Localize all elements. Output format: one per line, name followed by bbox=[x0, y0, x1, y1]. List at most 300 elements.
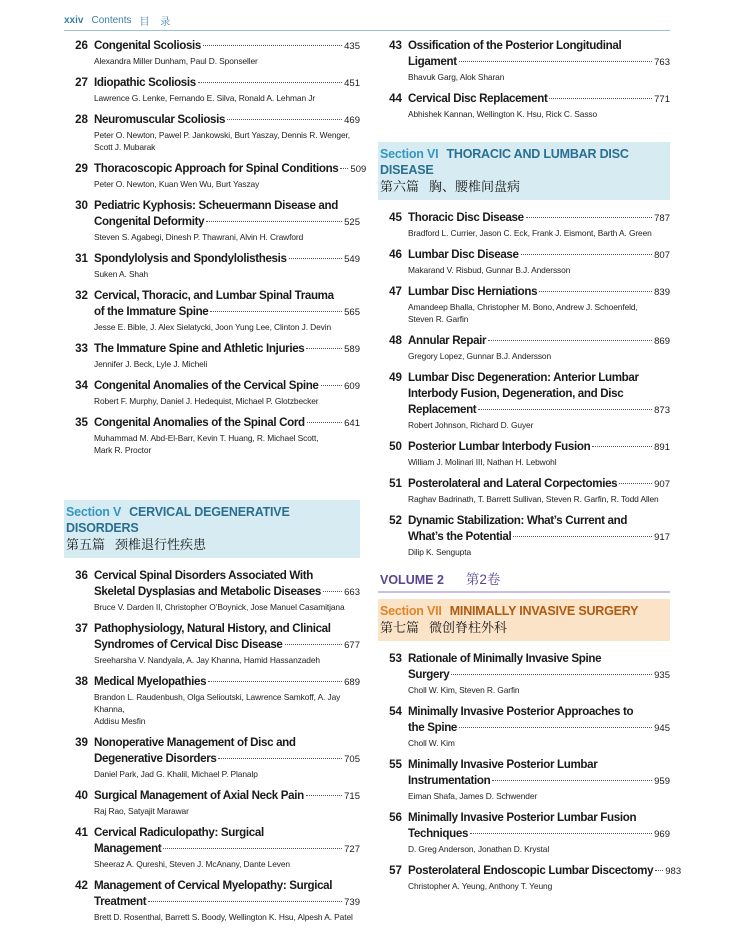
toc-entry[interactable] bbox=[378, 284, 670, 325]
page-number: 509 bbox=[350, 164, 367, 175]
entry-body bbox=[94, 161, 367, 190]
page-number: 945 bbox=[654, 723, 670, 734]
chapter-title-line: Ligament bbox=[408, 55, 457, 68]
chapter-title-last-line bbox=[94, 75, 360, 92]
chapter-title-last-line bbox=[408, 402, 670, 419]
entry-body bbox=[408, 810, 670, 855]
dot-leader bbox=[470, 833, 652, 834]
entry-body bbox=[94, 674, 360, 727]
chapter-authors: Choll W. Kim, Steven R. Garfin bbox=[408, 685, 520, 695]
section-title: MINIMALLY INVASIVE SURGERY bbox=[449, 604, 639, 618]
chapter-authors: Makarand V. Risbud, Gunnar B.J. Andersson bbox=[408, 265, 571, 275]
page-number: 771 bbox=[654, 94, 670, 105]
left-column bbox=[64, 38, 367, 931]
chapter-title-line: Congenital Anomalies of the Spinal Cord bbox=[94, 416, 305, 429]
chapter-number: 30 bbox=[75, 199, 88, 212]
chapter-title-last-line bbox=[408, 667, 670, 684]
chapter-title-line: Interbody Fusion, Degeneration, and Disc bbox=[408, 387, 624, 400]
entry-body bbox=[94, 38, 360, 67]
toc-entry[interactable] bbox=[378, 38, 670, 83]
chapter-title-line: Pediatric Kyphosis: Scheuermann Disease and bbox=[94, 199, 338, 212]
chapter-title-line: Lumbar Disc Herniations bbox=[408, 285, 538, 298]
toc-entry[interactable] bbox=[64, 378, 360, 407]
chapter-authors: Brandon L. Raudenbush, Olga Selioutski, Lawrence Samkoff, A. Jay Khanna, bbox=[94, 692, 341, 714]
entry-body bbox=[94, 341, 360, 370]
page-number: 677 bbox=[344, 640, 360, 651]
chapter-title-line: Cervical Spinal Disorders Associated With bbox=[94, 569, 313, 582]
chapter-authors: Gregory Lopez, Gunnar B.J. Andersson bbox=[408, 351, 552, 361]
chapter-title-line: Congenital Scoliosis bbox=[94, 39, 202, 52]
chapter-title-line: the Spine bbox=[408, 721, 458, 734]
entry-body bbox=[94, 735, 360, 780]
toc-entry[interactable] bbox=[64, 341, 360, 370]
dot-leader bbox=[203, 45, 342, 46]
chapter-title-last-line bbox=[94, 341, 360, 358]
entry-body bbox=[94, 288, 360, 333]
entry-body bbox=[408, 247, 670, 276]
chapter-title-line: Techniques bbox=[408, 827, 469, 840]
entry-body bbox=[94, 198, 360, 243]
dot-leader bbox=[478, 409, 652, 410]
chapter-title-line: Thoracoscopic Approach for Spinal Conditions bbox=[94, 162, 339, 175]
chapter-title-line: Congenital Deformity bbox=[94, 215, 205, 228]
entry-body bbox=[408, 704, 670, 749]
header-rule bbox=[64, 30, 670, 31]
chapter-number: 55 bbox=[389, 758, 402, 771]
chapter-authors: William J. Molinari III, Nathan H. Lebwohl bbox=[408, 457, 557, 467]
dot-leader bbox=[526, 217, 652, 218]
chapter-number: 41 bbox=[75, 826, 88, 839]
page-number: 869 bbox=[654, 336, 670, 347]
dot-leader bbox=[451, 674, 652, 675]
chapter-title-line: Posterior Lumbar Interbody Fusion bbox=[408, 440, 591, 453]
section-label: Section VII bbox=[380, 604, 442, 618]
toc-entry[interactable] bbox=[64, 878, 360, 923]
dot-leader bbox=[655, 870, 663, 871]
section-title-cn bbox=[66, 536, 354, 554]
chapter-number: 43 bbox=[389, 39, 402, 52]
entry-body bbox=[408, 863, 682, 892]
chapter-title-line: Dynamic Stabilization: What’s Current and bbox=[408, 514, 628, 527]
chapter-title-line: Annular Repair bbox=[408, 334, 487, 347]
chapter-title-line: Congenital Anomalies of the Cervical Spine bbox=[94, 379, 319, 392]
section-label: Section VI bbox=[380, 147, 439, 161]
header-label: Contents bbox=[91, 14, 132, 26]
chapter-title-last-line bbox=[94, 251, 360, 268]
chapter-title-line: Skeletal Dysplasias and Metabolic Diseases bbox=[94, 585, 321, 598]
page-number: 763 bbox=[654, 57, 670, 68]
section-header bbox=[378, 142, 670, 200]
page-number: 451 bbox=[344, 78, 360, 89]
chapter-title-last-line bbox=[94, 788, 360, 805]
entry-body bbox=[408, 210, 670, 239]
page-number: 873 bbox=[654, 405, 670, 416]
dot-leader bbox=[210, 311, 342, 312]
section-title-en bbox=[380, 146, 664, 178]
chapter-authors: Sreeharsha V. Nandyala, A. Jay Khanna, Hamid Hassanzadeh bbox=[94, 655, 320, 665]
chapter-number: 45 bbox=[389, 211, 402, 224]
chapter-number: 44 bbox=[389, 92, 402, 105]
chapter-authors: Muhammad M. Abd-El-Barr, Kevin T. Huang, R. Michael Scott, bbox=[94, 433, 319, 443]
page-number: 469 bbox=[344, 115, 360, 126]
toc-entry[interactable] bbox=[64, 735, 360, 780]
toc-entry[interactable] bbox=[378, 247, 670, 276]
page-number: 589 bbox=[344, 344, 360, 355]
section-title-cn bbox=[380, 178, 664, 196]
page-number: 807 bbox=[654, 250, 670, 261]
chapter-title-line: Idiopathic Scoliosis bbox=[94, 76, 196, 89]
page-number: 549 bbox=[344, 254, 360, 265]
chapter-number: 53 bbox=[389, 652, 402, 665]
entry-body bbox=[94, 568, 360, 613]
page-number: 525 bbox=[344, 217, 360, 228]
chapter-title-line: Rationale of Minimally Invasive Spine bbox=[408, 652, 602, 665]
toc-entry[interactable] bbox=[378, 513, 670, 558]
entry-body bbox=[408, 439, 670, 468]
chapter-title-line: Cervical Radiculopathy: Surgical bbox=[94, 826, 264, 839]
chapter-title-last-line bbox=[408, 210, 670, 227]
toc-entry[interactable] bbox=[378, 704, 670, 749]
chapter-title-last-line bbox=[408, 439, 670, 456]
chapter-title-line: Minimally Invasive Posterior Lumbar bbox=[408, 758, 598, 771]
chapter-authors: Suken A. Shah bbox=[94, 269, 149, 279]
entry-body bbox=[94, 415, 360, 456]
toc-entry[interactable] bbox=[378, 651, 670, 696]
chapter-title-line: Management of Cervical Myelopathy: Surgical bbox=[94, 879, 333, 892]
chapter-number: 54 bbox=[389, 705, 402, 718]
dot-leader bbox=[340, 168, 348, 169]
section-label: Section V bbox=[66, 505, 122, 519]
page-number: 715 bbox=[344, 791, 360, 802]
chapter-authors: Raghav Badrinath, T. Barrett Sullivan, Steven R. Garfin, R. Todd Allen bbox=[408, 494, 659, 504]
dot-leader bbox=[307, 422, 342, 423]
chapter-authors: Amandeep Bhalla, Christopher M. Bono, Andrew J. Schoenfeld, bbox=[408, 302, 638, 312]
chapter-authors: Steven R. Garfin bbox=[408, 314, 469, 324]
chapter-number: 47 bbox=[389, 285, 402, 298]
toc-entry[interactable] bbox=[378, 370, 670, 431]
dot-leader bbox=[488, 340, 652, 341]
chapter-number: 27 bbox=[75, 76, 88, 89]
chapter-authors: Robert F. Murphy, Daniel J. Hedequist, Michael P. Glotzbecker bbox=[94, 396, 319, 406]
chapter-authors: Choll W. Kim bbox=[408, 738, 455, 748]
entry-body bbox=[94, 878, 360, 923]
chapter-title-last-line bbox=[408, 91, 670, 108]
chapter-authors: Jesse E. Bible, J. Alex Sielatycki, Joon Yung Lee, Clinton J. Devin bbox=[94, 322, 332, 332]
entry-body bbox=[408, 91, 670, 120]
dot-leader bbox=[513, 536, 652, 537]
volume-header bbox=[378, 566, 670, 593]
chapter-title-last-line bbox=[408, 476, 670, 493]
chapter-authors: Scott J. Mubarak bbox=[94, 142, 156, 152]
toc-entry[interactable] bbox=[378, 757, 670, 802]
chapter-title-line: Minimally Invasive Posterior Approaches to bbox=[408, 705, 634, 718]
chapter-title-line: Neuromuscular Scoliosis bbox=[94, 113, 226, 126]
dot-leader bbox=[206, 221, 342, 222]
dot-leader bbox=[619, 483, 652, 484]
toc-entry[interactable] bbox=[64, 38, 360, 67]
chapter-title-line: Management bbox=[94, 842, 162, 855]
chapter-title-line: Pathophysiology, Natural History, and Clinical bbox=[94, 622, 331, 635]
chapter-authors: Peter O. Newton, Kuan Wen Wu, Burt Yaszay bbox=[94, 179, 260, 189]
toc-entry[interactable] bbox=[64, 674, 360, 727]
dot-leader bbox=[218, 758, 342, 759]
right-column bbox=[378, 38, 682, 900]
spacer bbox=[378, 128, 670, 142]
chapter-title-last-line bbox=[94, 38, 360, 55]
entry-body bbox=[408, 513, 670, 558]
chapter-number: 49 bbox=[389, 371, 402, 384]
chapter-authors: Christopher A. Yeung, Anthony T. Yeung bbox=[408, 881, 553, 891]
page-number: 565 bbox=[344, 307, 360, 318]
chapter-number: 39 bbox=[75, 736, 88, 749]
chapter-authors: Steven S. Agabegi, Dinesh P. Thawrani, Alvin H. Crawford bbox=[94, 232, 304, 242]
chapter-title-line: Treatment bbox=[94, 895, 147, 908]
section-title-cn-text: 颈椎退行性疾患 bbox=[115, 537, 207, 552]
chapter-title-last-line bbox=[94, 674, 360, 691]
toc-entry[interactable] bbox=[64, 288, 360, 333]
chapter-title-line: Syndromes of Cervical Disc Disease bbox=[94, 638, 283, 651]
chapter-authors: Abhishek Kannan, Wellington K. Hsu, Rick C. Sasso bbox=[408, 109, 598, 119]
dot-leader bbox=[539, 291, 652, 292]
section-label-cn: 第六篇 bbox=[380, 179, 420, 194]
chapter-title-last-line bbox=[408, 284, 670, 301]
chapter-authors: Peter O. Newton, Pawel P. Jankowski, Burt Yaszay, Dennis R. Wenger, bbox=[94, 130, 350, 140]
spacer bbox=[64, 464, 360, 500]
chapter-title-last-line bbox=[408, 863, 682, 880]
chapter-title-line: Lumbar Disc Disease bbox=[408, 248, 519, 261]
page-number: 959 bbox=[654, 776, 670, 787]
chapter-authors: Jennifer J. Beck, Lyle J. Micheli bbox=[94, 359, 208, 369]
toc-entry[interactable] bbox=[378, 810, 670, 855]
dot-leader bbox=[198, 82, 342, 83]
section-title-en bbox=[66, 504, 354, 536]
page-number: 969 bbox=[654, 829, 670, 840]
toc-entry[interactable] bbox=[378, 863, 682, 892]
section-header bbox=[378, 599, 670, 641]
chapter-authors: Lawrence G. Lenke, Fernando E. Silva, Ronald A. Lehman Jr bbox=[94, 93, 316, 103]
entry-body bbox=[408, 757, 670, 802]
chapter-authors: Daniel Park, Jad G. Khalil, Michael P. Planalp bbox=[94, 769, 258, 779]
chapter-title-last-line bbox=[408, 720, 670, 737]
chapter-title-last-line bbox=[94, 415, 360, 432]
toc-entry[interactable] bbox=[64, 198, 360, 243]
page-number: 689 bbox=[344, 677, 360, 688]
chapter-authors: Bradford L. Currier, Jason C. Eck, Frank J. Eismont, Barth A. Green bbox=[408, 228, 652, 238]
chapter-title-last-line bbox=[408, 247, 670, 264]
dot-leader bbox=[227, 119, 342, 120]
chapter-number: 38 bbox=[75, 675, 88, 688]
chapter-title-line: Thoracic Disc Disease bbox=[408, 211, 524, 224]
chapter-title-last-line bbox=[94, 304, 360, 321]
chapter-title-last-line bbox=[94, 584, 360, 601]
chapter-title-last-line bbox=[408, 773, 670, 790]
chapter-title-last-line bbox=[94, 161, 367, 178]
chapter-title-line: The Immature Spine and Athletic Injuries bbox=[94, 342, 305, 355]
chapter-title-last-line bbox=[94, 112, 360, 129]
chapter-title-line: Spondylolysis and Spondylolisthesis bbox=[94, 252, 287, 265]
chapter-title-line: Replacement bbox=[408, 403, 477, 416]
chapter-number: 40 bbox=[75, 789, 88, 802]
entry-body bbox=[94, 621, 360, 666]
toc-entry[interactable] bbox=[378, 476, 670, 505]
page-number: 727 bbox=[344, 844, 360, 855]
page-number: 609 bbox=[344, 381, 360, 392]
chapter-number: 50 bbox=[389, 440, 402, 453]
section-title: CERVICAL DEGENERATIVE DISORDERS bbox=[66, 505, 290, 535]
chapter-number: 32 bbox=[75, 289, 88, 302]
toc-entry[interactable] bbox=[64, 75, 360, 104]
chapter-title-line: Lumbar Disc Degeneration: Anterior Lumbar bbox=[408, 371, 639, 384]
chapter-title-line: Minimally Invasive Posterior Lumbar Fusion bbox=[408, 811, 637, 824]
chapter-authors: Bhavuk Garg, Alok Sharan bbox=[408, 72, 505, 82]
toc-entry[interactable] bbox=[64, 251, 360, 280]
chapter-title-line: Cervical Disc Replacement bbox=[408, 92, 548, 105]
chapter-title-line: Posterolateral and Lateral Corpectomies bbox=[408, 477, 618, 490]
chapter-number: 35 bbox=[75, 416, 88, 429]
chapter-number: 46 bbox=[389, 248, 402, 261]
dot-leader bbox=[459, 727, 652, 728]
chapter-authors: Sheeraz A. Qureshi, Steven J. McAnany, Dante Leven bbox=[94, 859, 290, 869]
chapter-title-line: Surgical Management of Axial Neck Pain bbox=[94, 789, 304, 802]
chapter-title-last-line bbox=[408, 54, 670, 71]
dot-leader bbox=[306, 795, 342, 796]
entry-body bbox=[408, 476, 670, 505]
chapter-authors: Dilip K. Sengupta bbox=[408, 547, 472, 557]
page-number: 663 bbox=[344, 587, 360, 598]
page-number: 787 bbox=[654, 213, 670, 224]
dot-leader bbox=[289, 258, 343, 259]
toc-entry[interactable] bbox=[378, 91, 670, 120]
volume-label: VOLUME 2 bbox=[380, 573, 444, 587]
header-label-cn: 目 录 bbox=[139, 16, 175, 28]
chapter-number: 26 bbox=[75, 39, 88, 52]
page-header bbox=[64, 10, 670, 30]
page-number: 435 bbox=[344, 41, 360, 52]
dot-leader bbox=[549, 98, 652, 99]
chapter-title-last-line bbox=[408, 826, 670, 843]
chapter-number: 28 bbox=[75, 113, 88, 126]
entry-body bbox=[94, 75, 360, 104]
entry-body bbox=[94, 251, 360, 280]
section-title-cn-text: 微创脊柱外科 bbox=[429, 620, 508, 635]
page-number: 917 bbox=[654, 532, 670, 543]
chapter-number: 37 bbox=[75, 622, 88, 635]
dot-leader bbox=[521, 254, 653, 255]
chapter-authors: Bruce V. Darden II, Christopher O’Boynick, Jose Manuel Casamitjana bbox=[94, 602, 345, 612]
toc-entry[interactable] bbox=[64, 825, 360, 870]
dot-leader bbox=[323, 591, 342, 592]
chapter-authors: Robert Johnson, Richard D. Guyer bbox=[408, 420, 534, 430]
chapter-number: 31 bbox=[75, 252, 88, 265]
chapter-title-line: Medical Myelopathies bbox=[94, 675, 207, 688]
toc-entry[interactable] bbox=[378, 333, 670, 362]
chapter-title-line: Cervical, Thoracic, and Lumbar Spinal Trauma bbox=[94, 289, 334, 302]
dot-leader bbox=[285, 644, 343, 645]
chapter-title-last-line bbox=[94, 637, 360, 654]
chapter-title-last-line bbox=[94, 894, 360, 911]
section-title-cn-text: 胸、腰椎间盘病 bbox=[429, 179, 521, 194]
dot-leader bbox=[459, 61, 652, 62]
chapter-authors: D. Greg Anderson, Jonathan D. Krystal bbox=[408, 844, 550, 854]
page-number: 891 bbox=[654, 442, 670, 453]
chapter-number: 36 bbox=[75, 569, 88, 582]
entry-body bbox=[408, 333, 670, 362]
toc-entry[interactable] bbox=[64, 415, 360, 456]
chapter-authors: Mark R. Proctor bbox=[94, 445, 152, 455]
chapter-title-line: of the Immature Spine bbox=[94, 305, 209, 318]
page-number: 641 bbox=[344, 418, 360, 429]
chapter-title-line: Nonoperative Management of Disc and bbox=[94, 736, 296, 749]
toc-entry[interactable] bbox=[64, 788, 360, 817]
section-title-cn bbox=[380, 619, 664, 637]
chapter-number: 51 bbox=[389, 477, 402, 490]
section-title-en bbox=[380, 603, 664, 619]
chapter-title-line: Surgery bbox=[408, 668, 450, 681]
page-number: 935 bbox=[654, 670, 670, 681]
section-label-cn: 第五篇 bbox=[66, 537, 106, 552]
dot-leader bbox=[163, 848, 342, 849]
page-number: 907 bbox=[654, 479, 670, 490]
page-number: 705 bbox=[344, 754, 360, 765]
chapter-number: 34 bbox=[75, 379, 88, 392]
entry-body bbox=[94, 112, 360, 153]
dot-leader bbox=[208, 681, 342, 682]
chapter-number: 48 bbox=[389, 334, 402, 347]
entry-body bbox=[94, 825, 360, 870]
chapter-authors: Alexandra Miller Dunham, Paul D. Sponseller bbox=[94, 56, 258, 66]
entry-body bbox=[408, 651, 670, 696]
section-label-cn: 第七篇 bbox=[380, 620, 420, 635]
chapter-title-last-line bbox=[94, 751, 360, 768]
chapter-number: 29 bbox=[75, 162, 88, 175]
dot-leader bbox=[148, 901, 342, 902]
toc-entry[interactable] bbox=[378, 210, 670, 239]
toc-entry[interactable] bbox=[64, 161, 367, 190]
chapter-number: 33 bbox=[75, 342, 88, 355]
page-number: xxiv bbox=[64, 14, 84, 26]
section-header bbox=[64, 500, 360, 558]
dot-leader bbox=[492, 780, 652, 781]
dot-leader bbox=[592, 446, 652, 447]
chapter-authors: Addisu Mesfin bbox=[94, 716, 146, 726]
chapter-number: 56 bbox=[389, 811, 402, 824]
toc-entry[interactable] bbox=[64, 621, 360, 666]
toc-entry[interactable] bbox=[64, 568, 360, 613]
entry-body bbox=[408, 284, 670, 325]
chapter-authors: Brett D. Rosenthal, Barrett S. Boody, Wellington K. Hsu, Alpesh A. Patel bbox=[94, 912, 353, 922]
section-title: THORACIC AND LUMBAR DISC DISEASE bbox=[380, 147, 629, 177]
entry-body bbox=[408, 370, 670, 431]
page-number: 739 bbox=[344, 897, 360, 908]
page-number: 839 bbox=[654, 287, 670, 298]
dot-leader bbox=[306, 348, 342, 349]
entry-body bbox=[408, 38, 670, 83]
entry-body bbox=[94, 378, 360, 407]
dot-leader bbox=[321, 385, 343, 386]
chapter-authors: Eiman Shafa, James D. Schwender bbox=[408, 791, 538, 801]
chapter-number: 57 bbox=[389, 864, 402, 877]
chapter-title-last-line bbox=[94, 841, 360, 858]
chapter-title-last-line bbox=[408, 529, 670, 546]
chapter-title-last-line bbox=[94, 378, 360, 395]
chapter-title-line: Ossification of the Posterior Longitudinal bbox=[408, 39, 622, 52]
toc-entry[interactable] bbox=[64, 112, 360, 153]
toc-entry[interactable] bbox=[378, 439, 670, 468]
volume-label-cn: 第2卷 bbox=[465, 572, 501, 587]
chapter-authors: Raj Rao, Satyajit Marawar bbox=[94, 806, 189, 816]
chapter-title-last-line bbox=[408, 333, 670, 350]
chapter-title-line: Instrumentation bbox=[408, 774, 491, 787]
